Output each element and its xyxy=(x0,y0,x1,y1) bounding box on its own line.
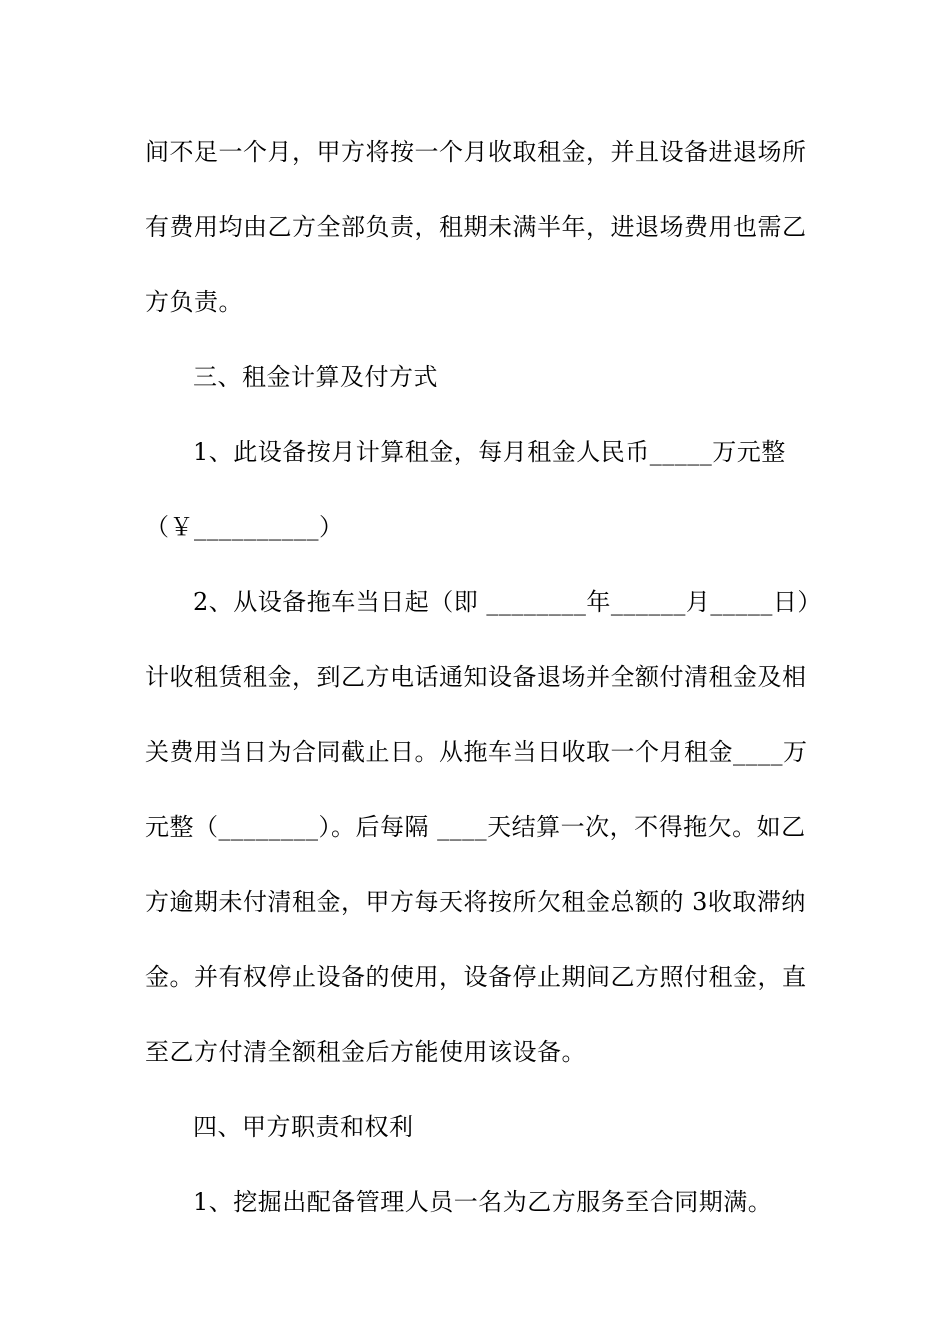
paragraph-line-2: 有费用均由乙方全部负责，租期未满半年，进退场费用也需乙 xyxy=(145,213,807,241)
paragraph-line-5: 1、此设备按月计算租金，每月租金人民币_____万元整 xyxy=(193,438,786,466)
paragraph-line-1: 间不足一个月，甲方将按一个月收取租金，并且设备进退场所 xyxy=(145,138,807,166)
paragraph-line-6: （￥__________） xyxy=(145,513,344,541)
paragraph-line-15: 1、挖掘出配备管理人员一名为乙方服务至合同期满。 xyxy=(193,1188,773,1216)
paragraph-line-7: 2、从设备拖车当日起（即 ________年______月_____日） xyxy=(193,588,822,616)
paragraph-line-9: 关费用当日为合同截止日。从拖车当日收取一个月租金____万 xyxy=(145,738,808,766)
paragraph-line-11: 方逾期未付清租金，甲方每天将按所欠租金总额的 3收取滞纳 xyxy=(145,888,806,916)
section-heading-party-a-duties: 四、甲方职责和权利 xyxy=(193,1113,414,1141)
paragraph-line-10: 元整（________）。后每隔 ____天结算一次，不得拖欠。如乙 xyxy=(145,813,806,841)
paragraph-line-3: 方负责。 xyxy=(145,288,243,316)
section-heading-rent-calculation: 三、租金计算及付方式 xyxy=(193,363,438,391)
paragraph-line-12: 金。并有权停止设备的使用，设备停止期间乙方照付租金，直 xyxy=(145,963,807,991)
paragraph-line-13: 至乙方付清全额租金后方能使用该设备。 xyxy=(145,1038,586,1066)
paragraph-line-8: 计收租赁租金，到乙方电话通知设备退场并全额付清租金及相 xyxy=(145,663,807,691)
